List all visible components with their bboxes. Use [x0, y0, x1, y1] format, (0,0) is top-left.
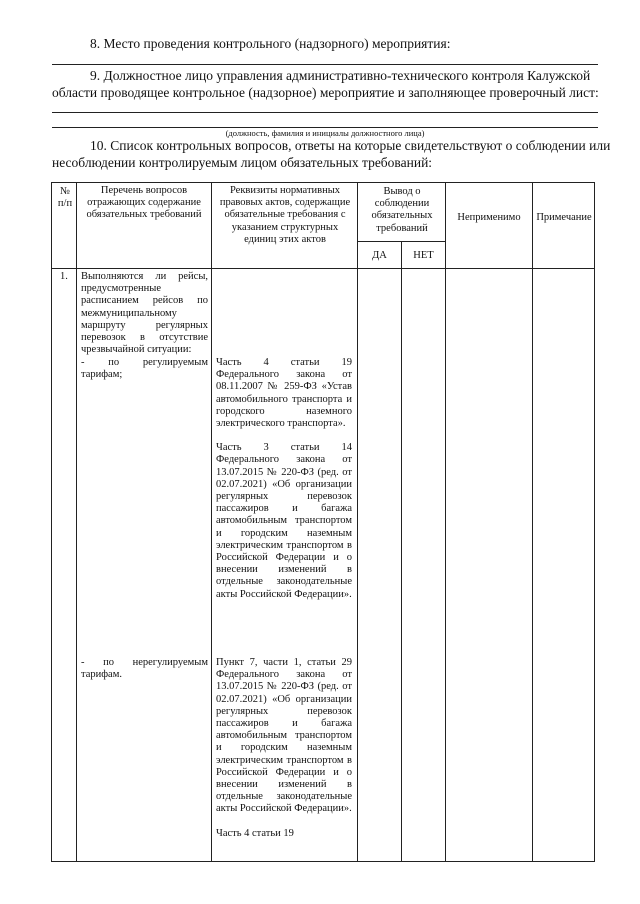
col-divider-yes-no	[401, 241, 402, 861]
header-requisites: Реквизиты нормативных правовых актов, содержащие обязательные требования с указанием структурных единиц этих актов	[219, 185, 351, 245]
row-1-question-regulated: - по регулируемым тарифам;	[81, 357, 208, 381]
col-divider	[532, 183, 533, 861]
row-1-requisites	[216, 357, 352, 613]
header-no: НЕТ	[413, 250, 434, 261]
requisite-paragraph: Пункт 7, части 1, статьи 29 Федерального закона от 13.07.2015 № 220-ФЗ (ред. от 02.07.2021) «Об организации регулярных перевозок пассажиров и багажа автомобильным транспортом и городским наземным электрическим транспортом в Российской Федерации и о внесении изменений в отдельные законодательные акты Российской Федерации».	[216, 657, 352, 815]
col-divider	[357, 183, 358, 861]
item-8-fill-line	[52, 64, 598, 65]
col-divider	[445, 183, 446, 861]
official-caption: (должность, фамилия и инициалы должностного лица)	[225, 128, 425, 138]
requisite-paragraph: Часть 3 статьи 14 Федерального закона от 13.07.2015 № 220-ФЗ (ред. от 02.07.2021) «Об организации регулярных перевозок пассажиров и багажа автомобильным транспортом и городским наземным электрическим транспортом в Российской Федерации и о внесении изменений в отдельные законодательные акты Российской Федерации».	[216, 442, 352, 600]
conclusion-subheader-divider	[357, 241, 445, 242]
row-1-question-unregulated: - по нерегулируемым тарифам.	[81, 657, 208, 681]
header-num: № п/п	[57, 186, 73, 210]
item-9-line-1: 9. Должностное лицо управления административно-технического контроля Калужской	[90, 68, 591, 83]
checklist-table	[51, 182, 595, 862]
header-note: Примечание	[536, 212, 592, 223]
header-questions: Перечень вопросов отражающих содержание обязательных требований	[86, 185, 202, 221]
requisite-paragraph: Часть 4 статьи 19	[216, 827, 294, 839]
header-bottom-border	[52, 268, 594, 269]
row-1-requisites-unregulated	[216, 657, 352, 852]
header-not-applicable: Неприменимо	[457, 212, 521, 223]
item-10-line-2: несоблюдении контролируемым лицом обязательных требований:	[52, 155, 433, 170]
row-1-number: 1.	[60, 271, 68, 282]
item-10-line-1: 10. Список контрольных вопросов, ответы на которые свидетельствуют о соблюдении или	[90, 138, 611, 153]
requisite-paragraph: Часть 4 статьи 19 Федерального закона от 08.11.2007 № 259-ФЗ «Устав автомобильного транспорта и городского наземного электрического транспорта».	[216, 357, 352, 430]
item-8-text: 8. Место проведения контрольного (надзорного) мероприятия:	[90, 36, 451, 51]
item-9-fill-line-1	[52, 112, 598, 113]
row-1-question: Выполняются ли рейсы, предусмотренные расписанием рейсов по межмуниципальному маршруту регулярных перевозок в отсутствие чрезвычайной ситуации:	[81, 271, 208, 356]
header-conclusion: Вывод о соблюдении обязательных требований	[371, 186, 433, 234]
col-divider	[76, 183, 77, 861]
header-yes: ДА	[372, 250, 387, 261]
item-9-line-2: области проводящее контрольное (надзорное) мероприятие и заполняющее проверочный лист:	[52, 85, 599, 100]
col-divider	[211, 183, 212, 861]
